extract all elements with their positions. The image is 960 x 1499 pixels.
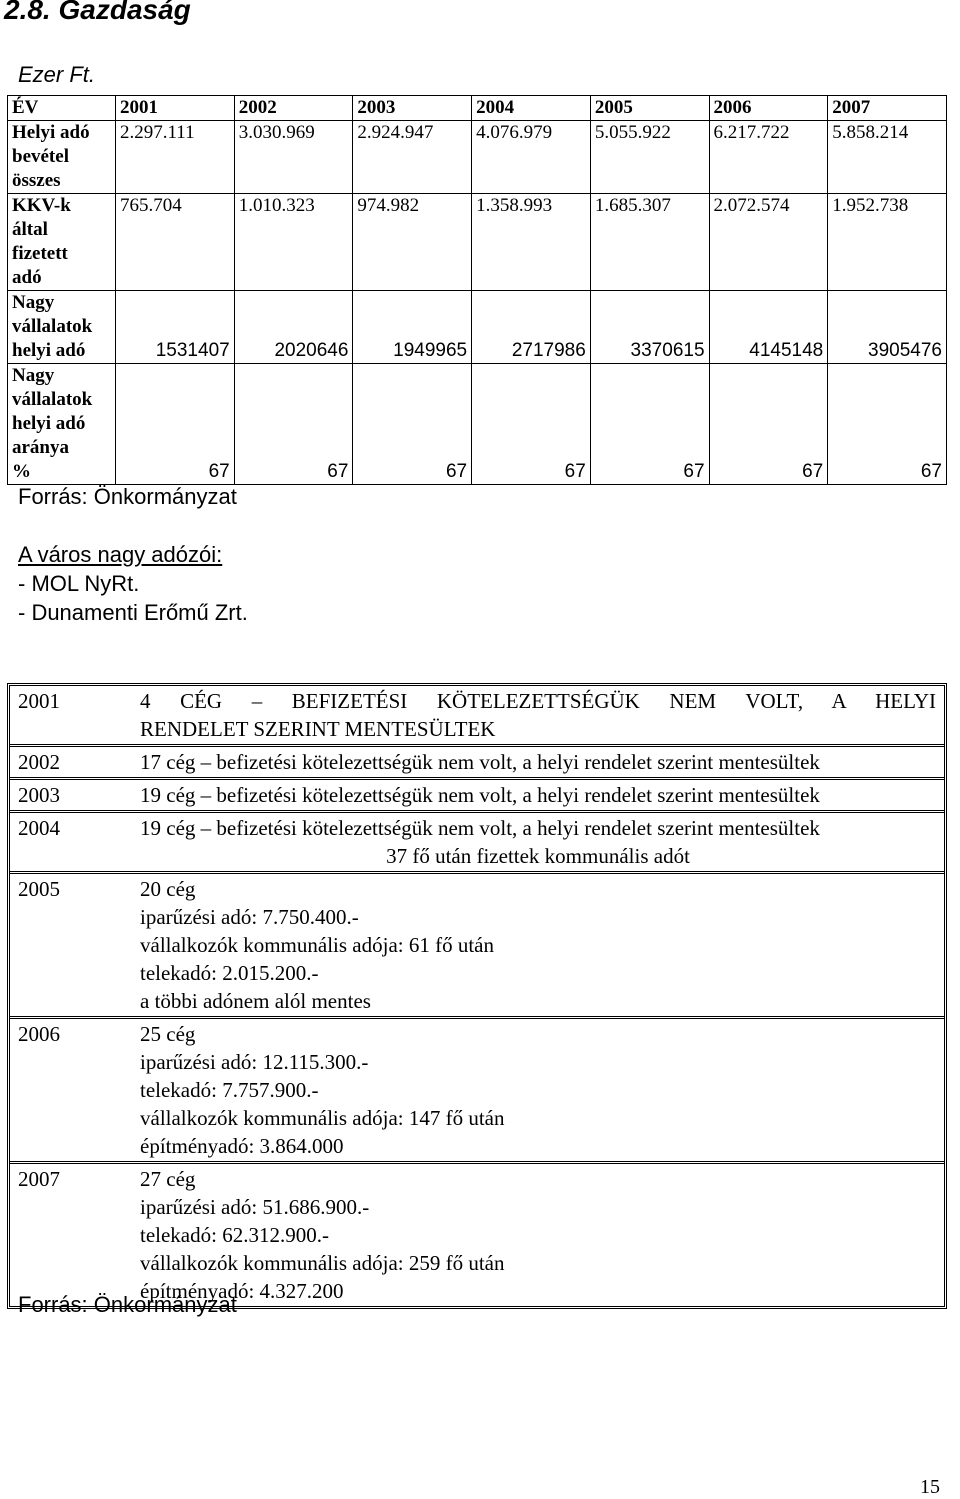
- table-cell: 67: [472, 364, 591, 485]
- table-row: [8, 291, 947, 364]
- header-cell: 2006: [709, 96, 828, 121]
- header-cell: 2003: [353, 96, 472, 121]
- table-cell: 1.010.323: [234, 194, 353, 291]
- year-cell: 2001: [10, 686, 132, 747]
- table-row: [10, 686, 944, 747]
- section-heading: 2.8. Gazdaság: [4, 0, 191, 25]
- table-cell: 1.685.307: [590, 194, 709, 291]
- row-label: Nagy vállalatok helyi adó: [8, 291, 116, 364]
- table-cell: 4145148: [709, 291, 828, 364]
- table-row: [10, 874, 944, 1019]
- table-cell: 3905476: [828, 291, 947, 364]
- table-cell: 4.076.979: [472, 121, 591, 194]
- page-number: 15: [920, 1476, 940, 1498]
- header-cell: 2005: [590, 96, 709, 121]
- table-cell: 6.217.722: [709, 121, 828, 194]
- list-item: - Dunamenti Erőmű Zrt.: [18, 600, 248, 625]
- table-cell: 1.358.993: [472, 194, 591, 291]
- row-label: KKV-k által fizetett adó: [8, 194, 116, 291]
- table-cell: 2.924.947: [353, 121, 472, 194]
- table-header-row: [8, 96, 947, 121]
- description-cell: 20 cég iparűzési adó: 7.750.400.- vállalkozók kommunális adója: 61 fő után telekadó: 2.015.200.- a többi adónem alól mentes: [132, 874, 944, 1019]
- table-cell: 67: [116, 364, 235, 485]
- list-item: - MOL NyRt.: [18, 571, 140, 596]
- table-row: [8, 194, 947, 291]
- table-cell: 5.858.214: [828, 121, 947, 194]
- table-row: [10, 780, 944, 813]
- table-cell: 765.704: [116, 194, 235, 291]
- row-label: Helyi adó bevétel összes: [8, 121, 116, 194]
- table-cell: 2.072.574: [709, 194, 828, 291]
- table-row: [10, 747, 944, 780]
- table-cell: 3370615: [590, 291, 709, 364]
- header-cell: 2002: [234, 96, 353, 121]
- year-cell: 2003: [10, 780, 132, 813]
- table-cell: 67: [353, 364, 472, 485]
- year-cell: 2007: [18, 1167, 60, 1191]
- description-cell: 4 CÉG – BEFIZETÉSI KÖTELEZETTSÉGÜK NEM VOLT, A HELYI RENDELET SZERINT MENTESÜLTEK: [132, 686, 944, 747]
- table-cell: 5.055.922: [590, 121, 709, 194]
- table-cell: 67: [709, 364, 828, 485]
- table-cell: 974.982: [353, 194, 472, 291]
- description-cell: 25 cég iparűzési adó: 12.115.300.- telekadó: 7.757.900.- vállalkozók kommunális adója: 147 fő után építményadó: 3.864.000: [132, 1019, 944, 1164]
- company-tax-table: [7, 683, 947, 1309]
- table-cell: 3.030.969: [234, 121, 353, 194]
- table-cell: 2.297.111: [116, 121, 235, 194]
- description-cell: 19 cég – befizetési kötelezettségük nem volt, a helyi rendelet szerint mentesültek: [132, 780, 944, 813]
- table-row: [10, 1019, 944, 1164]
- table-cell: 1949965: [353, 291, 472, 364]
- table-cell: 2717986: [472, 291, 591, 364]
- description-cell: 17 cég – befizetési kötelezettségük nem volt, a helyi rendelet szerint mentesültek: [132, 747, 944, 780]
- table-row: [8, 121, 947, 194]
- table-cell: 67: [590, 364, 709, 485]
- table-row: [10, 1164, 944, 1306]
- year-cell: 2006: [10, 1019, 132, 1164]
- table-cell: 67: [234, 364, 353, 485]
- large-taxpayers-list: [18, 540, 248, 627]
- description-cell: 19 cég – befizetési kötelezettségük nem volt, a helyi rendelet szerint mentesültek 37 fő után fizettek kommunális adót: [132, 813, 944, 874]
- table-cell: 1.952.738: [828, 194, 947, 291]
- table-cell: 67: [828, 364, 947, 485]
- unit-label: Ezer Ft.: [18, 62, 96, 87]
- source-note: Forrás: Önkormányzat: [18, 484, 237, 509]
- year-cell: 2002: [10, 747, 132, 780]
- table-row: [10, 813, 944, 874]
- row-label: Nagy vállalatok helyi adó aránya %: [8, 364, 116, 485]
- header-cell: ÉV: [8, 96, 116, 121]
- year-cell: 2005: [10, 874, 132, 1019]
- table-cell: 1531407: [116, 291, 235, 364]
- list-title: A város nagy adózói:: [18, 542, 223, 567]
- year-cell: 2004: [10, 813, 132, 874]
- header-cell: 2004: [472, 96, 591, 121]
- table-row: [8, 364, 947, 485]
- header-cell: 2007: [828, 96, 947, 121]
- table-cell: 2020646: [234, 291, 353, 364]
- header-cell: 2001: [116, 96, 235, 121]
- description-cell: 27 cég iparűzési adó: 51.686.900.- telekadó: 62.312.900.- vállalkozók kommunális adója: 259 fő után építményadó: 4.327.200: [140, 1167, 505, 1303]
- tax-revenue-table: [7, 95, 947, 485]
- source-note: Forrás: Önkormányzat: [18, 1292, 237, 1317]
